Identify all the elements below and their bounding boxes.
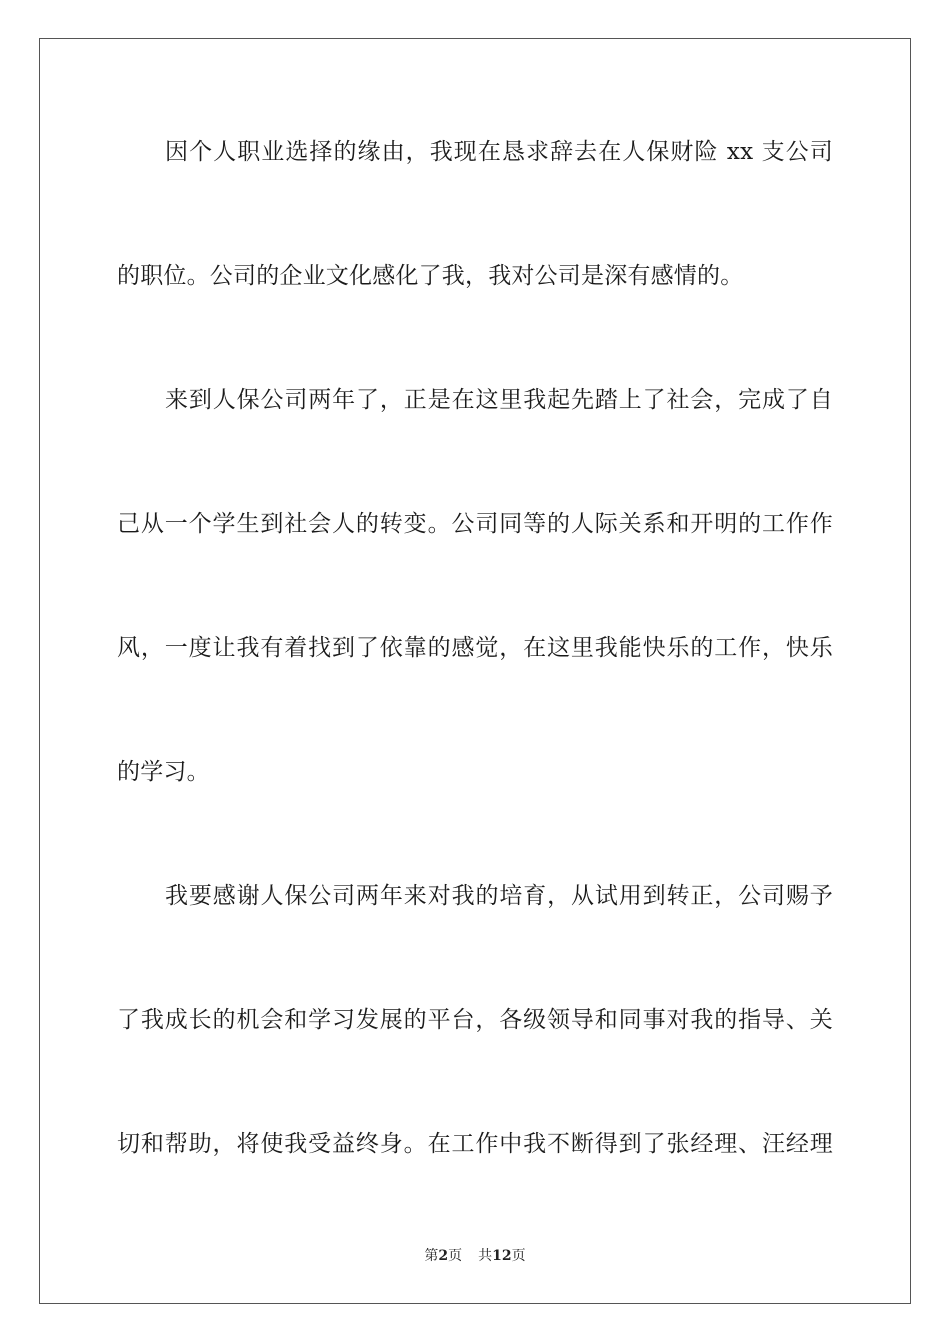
paragraph-2-line-3: 风，一度让我有着找到了依靠的感觉，在这里我能快乐的工作，快乐	[117, 635, 833, 661]
paragraph-1-line-2: 的职位。公司的企业文化感化了我，我对公司是深有感情的。	[117, 263, 744, 289]
page-number-footer	[0, 1247, 950, 1265]
page-total: 12	[492, 1248, 512, 1264]
paragraph-2-line-4: 的学习。	[117, 759, 210, 785]
page-border	[39, 38, 911, 1304]
paragraph-2-line-2: 己从一个学生到社会人的转变。公司同等的人际关系和开明的工作作	[117, 511, 833, 537]
page-current: 2	[438, 1248, 449, 1264]
paragraph-3-line-3: 切和帮助，将使我受益终身。在工作中我不断得到了张经理、汪经理	[117, 1131, 833, 1157]
paragraph-2-line-1: 来到人保公司两年了，正是在这里我起先踏上了社会，完成了自	[165, 387, 833, 413]
page-suffix: 页	[448, 1248, 463, 1264]
paragraph-3-line-1: 我要感谢人保公司两年来对我的培育，从试用到转正，公司赐予	[165, 883, 833, 909]
total-prefix: 共	[478, 1248, 493, 1264]
paragraph-3-line-2: 了我成长的机会和学习发展的平台，各级领导和同事对我的指导、关	[117, 1007, 833, 1033]
page-prefix: 第	[424, 1248, 439, 1264]
total-suffix: 页	[511, 1248, 526, 1264]
paragraph-1-line-1: 因个人职业选择的缘由，我现在恳求辞去在人保财险 xx 支公司	[165, 139, 833, 165]
